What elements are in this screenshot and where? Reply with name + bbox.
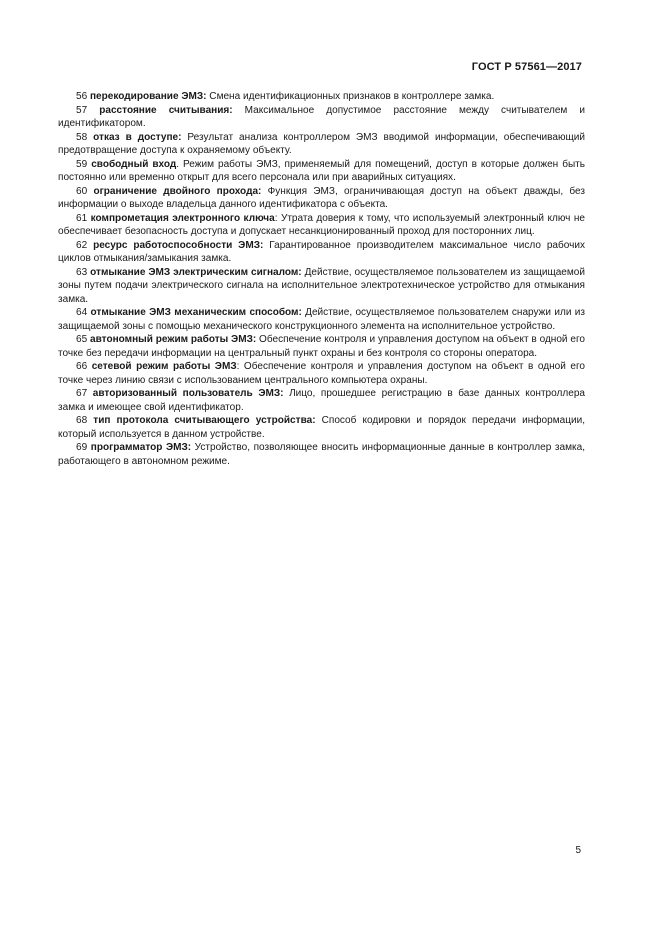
term-entry-60 (58, 185, 585, 212)
term-name: свободный вход (91, 158, 177, 170)
term-entry-57 (58, 104, 585, 131)
term-entry-62 (58, 239, 585, 266)
page-number: 5 (575, 845, 581, 856)
term-definition: . Режим работы ЭМЗ, применяемый для помещений, доступ в которые должен быть постоянно или временно открыт для всего персонала или при аварийных ситуациях. (58, 158, 586, 183)
term-name: ресурс работоспособности ЭМЗ: (93, 239, 264, 251)
term-name: сетевой режим работы ЭМЗ (91, 361, 237, 372)
term-number: 62 (76, 239, 88, 251)
term-entry-67 (58, 387, 585, 414)
term-number: 64 (76, 307, 88, 318)
term-number: 57 (76, 104, 88, 116)
term-name: расстояние считывания: (99, 104, 233, 116)
term-name: автономный режим работы ЭМЗ: (90, 334, 257, 345)
term-definition: : Обеспечение контроля и управления доступом на объект в одной его точке через линию связи с использованием центрального компьютера охраны. (58, 361, 585, 386)
term-definition: Способ кодировки и порядок передачи информации, который используется в данном устройстве. (58, 415, 585, 440)
term-number: 68 (76, 415, 88, 426)
term-definition: Гарантированное производителем максимальное число рабочих циклов отмыкания/замыкания замка. (58, 239, 586, 264)
term-entry-65 (58, 333, 585, 360)
term-name: отказ в доступе: (93, 131, 182, 143)
term-entry-56 (58, 90, 585, 104)
term-number: 59 (76, 158, 88, 170)
term-definition: Смена идентификационных признаков в контроллере замка. (206, 91, 495, 102)
term-entry-58 (58, 131, 585, 158)
term-name: авторизованный пользователь ЭМЗ: (92, 388, 284, 399)
term-definition: Действие, осуществляемое пользователем снаружи или из защищаемой зоны с помощью механического конструкционного элемента на исполнительное устройство. (58, 307, 585, 332)
term-definition: Устройство, позволяющее вносить информационные данные в контроллер замка, работающего в автономном режиме. (58, 442, 585, 467)
term-definition: Обеспечение контроля и управления доступом на объект в одной его точке без передачи информации на центральный пункт охраны и без контроля со стороны оператора. (58, 334, 586, 359)
term-entry-69 (58, 441, 585, 468)
term-name: тип протокола считывающего устройства: (93, 415, 316, 426)
standard-designation: ГОСТ Р 57561—2017 (471, 61, 582, 73)
term-definition: Результат анализа контроллером ЭМЗ вводимой информации, обеспечивающий предотвращение доступа к охраняемому объекту. (58, 131, 586, 156)
term-number: 56 (76, 91, 88, 102)
term-definition: Максимальное допустимое расстояние между считывателем и идентификатором. (58, 104, 585, 129)
term-name: перекодирование ЭМЗ: (89, 91, 207, 102)
term-number: 61 (76, 212, 88, 224)
term-definition: Действие, осуществляемое пользователем из защищаемой зоны путем подачи электрического сигнала на исполнительное электротехническое устройство для отмыкания замка. (58, 266, 585, 305)
term-entry-64 (58, 306, 585, 333)
term-name: программатор ЭМЗ: (90, 442, 192, 453)
term-number: 66 (76, 361, 88, 372)
term-entry-61 (58, 212, 585, 239)
term-name: компрометация электронного ключа (90, 212, 275, 224)
term-number: 67 (76, 388, 88, 399)
term-name: отмыкание ЭМЗ электрическим сигналом: (90, 266, 302, 278)
term-number: 69 (76, 442, 88, 453)
term-number: 65 (76, 334, 88, 345)
term-entry-63 (58, 266, 585, 307)
term-definition: Лицо, прошедшее регистрацию в базе данных контроллера замка и имеющее свой идентификатор. (58, 388, 585, 413)
term-entry-59 (58, 158, 585, 185)
term-entry-66 (58, 360, 585, 387)
term-name: ограничение двойного прохода: (93, 185, 262, 197)
terms-list (58, 90, 585, 468)
term-name: отмыкание ЭМЗ механическим способом: (90, 307, 302, 318)
term-number: 58 (76, 131, 88, 143)
term-definition: : Утрата доверия к тому, что используемый электронный ключ не обеспечивает безопасность доступа и допускает несанкционированный проход для посторонних лиц. (58, 212, 586, 237)
term-number: 60 (76, 185, 88, 197)
term-entry-68 (58, 414, 585, 441)
term-number: 63 (76, 266, 88, 278)
term-definition: Функция ЭМЗ, ограничивающая доступ на объект дважды, без информации о выходе владельца данного идентификатора с объекта. (58, 185, 585, 210)
